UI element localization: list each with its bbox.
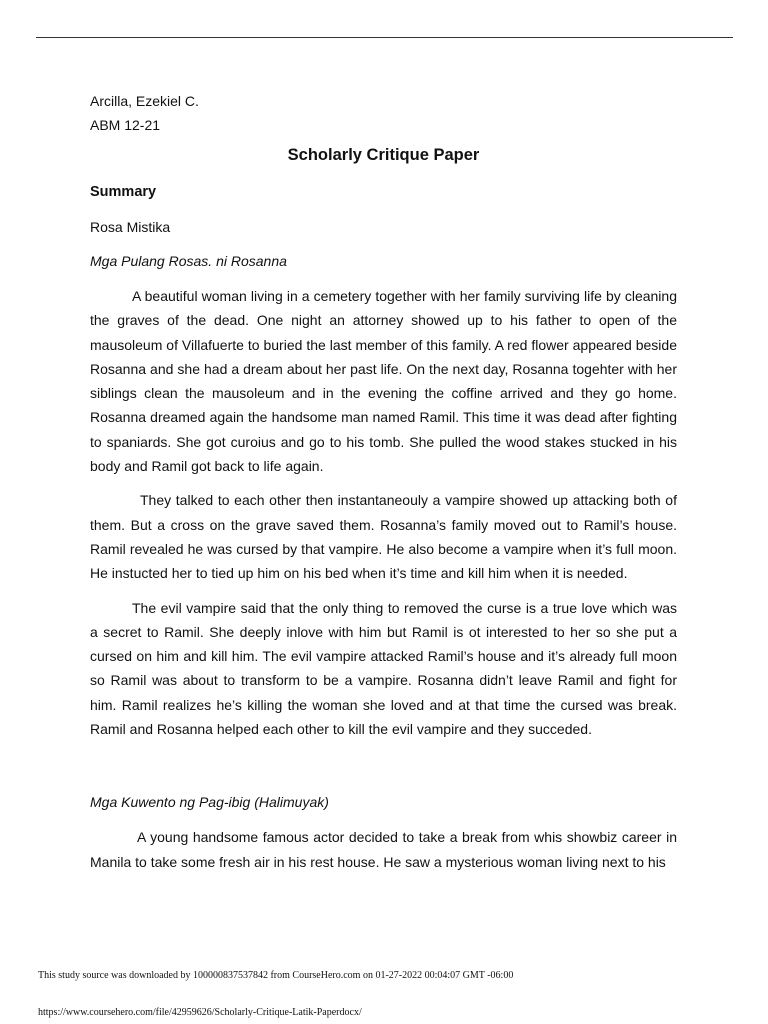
source-url-link[interactable]: https://www.coursehero.com/file/42959626/Scholarly-Critique-Latik-Paperdocx/ (38, 1007, 362, 1018)
summary-heading: Summary (90, 184, 157, 200)
story-1-paragraph-2: They talked to each other then instantaneouly a vampire showed up attacking both of them. But a cross on the grave saved them. Rosanna’s family moved out to Ramil’s house. Ramil revealed he was cursed by that vampire. He also become a vampire when it’s full moon. He instucted her to tied up him on his bed when it’s time and kill him when it is needed. (90, 492, 677, 582)
work-title: Rosa Mistika (90, 219, 171, 235)
story-title-2: Mga Kuwento ng Pag-ibig (Halimuyak) (90, 794, 329, 811)
section-label: ABM 12-21 (90, 117, 161, 133)
story-title-1: Mga Pulang Rosas. ni Rosanna (90, 253, 287, 269)
story-1-paragraph-1: A beautiful woman living in a cemetery together with her family surviving life by cleaning the graves of the dead. One night an attorney showed up to his father to open of the mausoleum of Villafuerte to buried the last member of this family. A red flower appeared beside Rosanna and she had a dream about her past life. On the next day, Rosanna togehter with her siblings clean the mausoleum and in the evening the coffine arrived and they go home. Rosanna dreamed again the handsome man named Ramil. This time it was dead after fighting to spaniards. She got curoius and go to his tomb. She pulled the wood stakes stucked in his body and Ramil got back to life again. (90, 288, 677, 475)
story-2-paragraph-1: A young handsome famous actor decided to take a break from whis showbiz career in Manila to take some fresh air in his rest house. He saw a mysterious woman living next to his (90, 829, 677, 870)
document-body (90, 91, 677, 874)
page-title: Scholarly Critique Paper (287, 146, 480, 164)
top-rule (36, 37, 733, 38)
story-1-paragraph-3: The evil vampire said that the only thing to removed the curse is a true love which was a secret to Ramil. She deeply inlove with him but Ramil is ot interested to her so she put a cursed on him and kill him. The evil vampire attacked Ramil’s house and it’s already full moon so Ramil was about to transform to be a vampire. Rosanna didn’t leave Ramil and fight for him. Ramil realizes he’s killing the woman she loved and at that time the cursed was break. Ramil and Rosanna helped each other to kill the evil vampire and they succeded. (90, 599, 677, 738)
author-name: Arcilla, Ezekiel C. (90, 93, 199, 109)
download-notice: This study source was downloaded by 100000837537842 from CourseHero.com on 01-27-2022 00:04:07 GMT -06:00 (38, 970, 514, 981)
